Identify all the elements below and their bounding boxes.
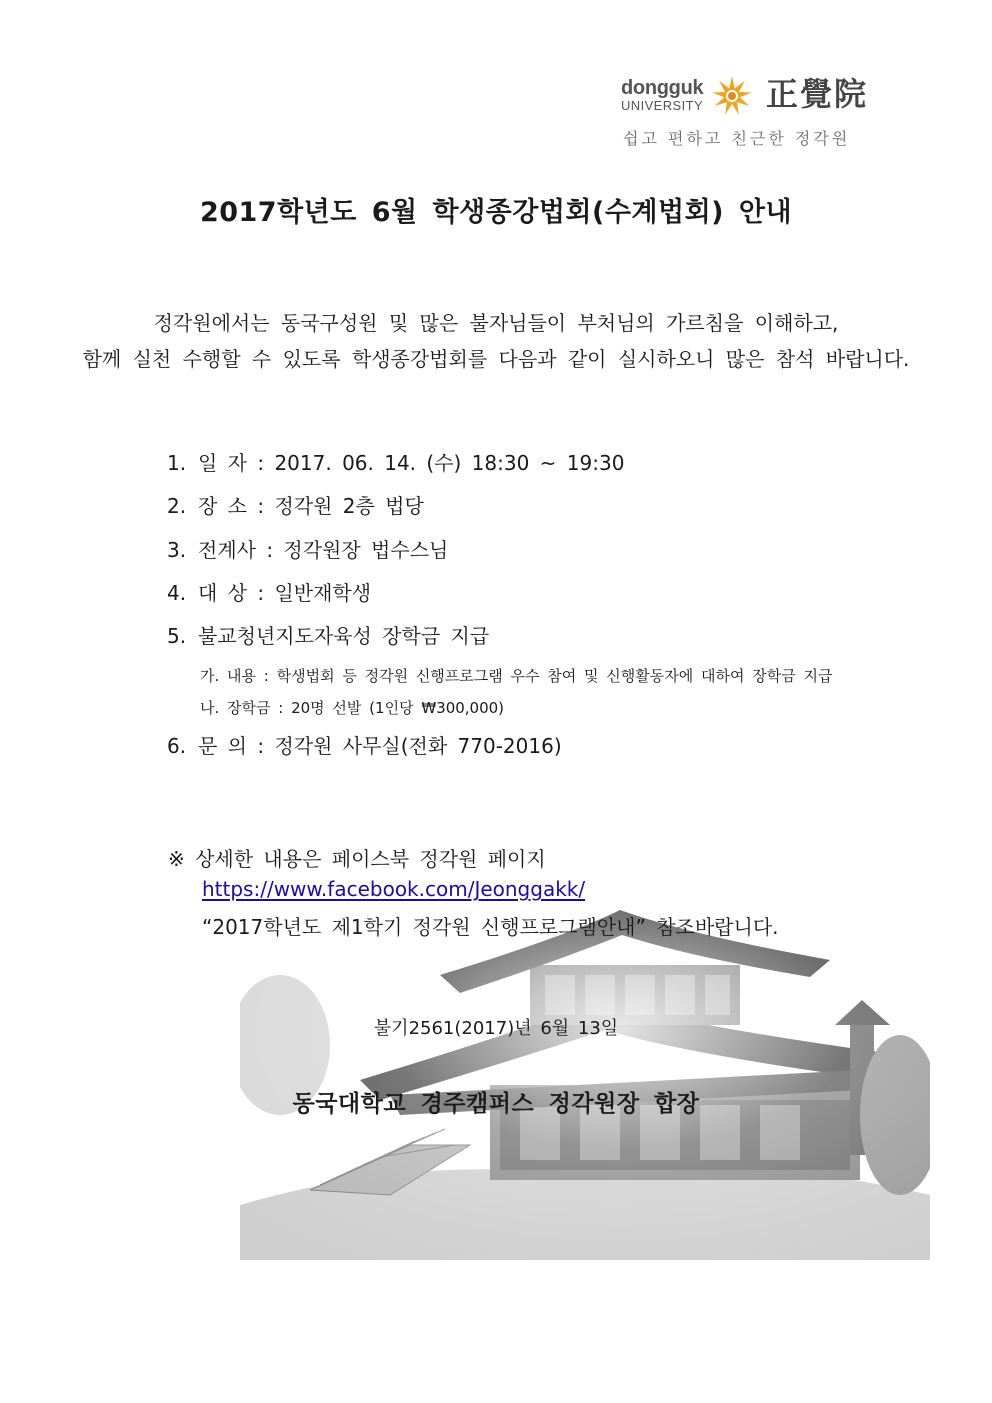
item-text: 일 자 : 2017. 06. 14. (수) 18:30 ~ 19:30 [198, 451, 625, 475]
item-text: 불교청년지도자육성 장학금 지급 [198, 624, 490, 648]
page-title: 2017학년도 6월 학생종강법회(수계법회) 안내 [199, 197, 793, 228]
logo-slogan: 쉽고 편하고 친근한 정각원 [623, 129, 851, 148]
brand-subname: UNIVERSITY [621, 98, 704, 113]
issue-date: 불기2561(2017)년 6월 13일 [373, 1018, 619, 1039]
list-item [167, 620, 489, 649]
signature: 동국대학교 경주캠퍼스 정각원장 합장 [292, 1091, 700, 1117]
item-number: 4. [167, 581, 187, 605]
item-number: 5. [167, 624, 187, 648]
temple-illustration [240, 905, 930, 1260]
item-text: 대 상 : 일반재학생 [198, 581, 372, 605]
item-text: 문 의 : 정각원 사무실(전화 770-2016) [198, 734, 562, 758]
logo-hanja: 正覺院 [766, 75, 869, 113]
intro-paragraph [0, 305, 992, 377]
item-number: 1. [167, 451, 187, 475]
item-number: 6. [167, 734, 187, 758]
item-number: 3. [167, 538, 187, 562]
list-item [167, 534, 448, 563]
list-item [167, 447, 624, 476]
dongguk-wordmark [621, 78, 703, 112]
facebook-link[interactable]: https://www.facebook.com/Jeonggakk/ [202, 877, 586, 901]
sub-item: 나. 장학금 : 20명 선발 (1인당 ₩300,000) [200, 699, 505, 717]
sunburst-icon [710, 74, 754, 118]
logo [618, 72, 888, 152]
list-item [167, 577, 371, 606]
intro-line: 함께 실천 수행할 수 있도록 학생종강법회를 다음과 같이 실시하오니 많은 참석 바랍니다. [82, 347, 910, 371]
list-item [167, 730, 562, 759]
note-line: ※ 상세한 내용은 페이스북 정각원 페이지 [168, 847, 546, 871]
list-item [167, 490, 424, 519]
item-text: 전계사 : 정각원장 법수스님 [198, 538, 449, 562]
intro-line: 정각원에서는 동국구성원 및 많은 불자님들이 부처님의 가르침을 이해하고, [153, 311, 839, 335]
note-line: “2017학년도 제1학기 정각원 신행프로그램안내” 참조바랍니다. [202, 915, 779, 939]
sub-item: 가. 내용 : 학생법회 등 정각원 신행프로그램 우수 참여 및 신행활동자에 대하여 장학금 지급 [200, 667, 833, 685]
item-number: 2. [167, 494, 187, 518]
brand-name: dongguk [621, 77, 704, 99]
item-text: 장 소 : 정각원 2층 법당 [198, 494, 424, 518]
